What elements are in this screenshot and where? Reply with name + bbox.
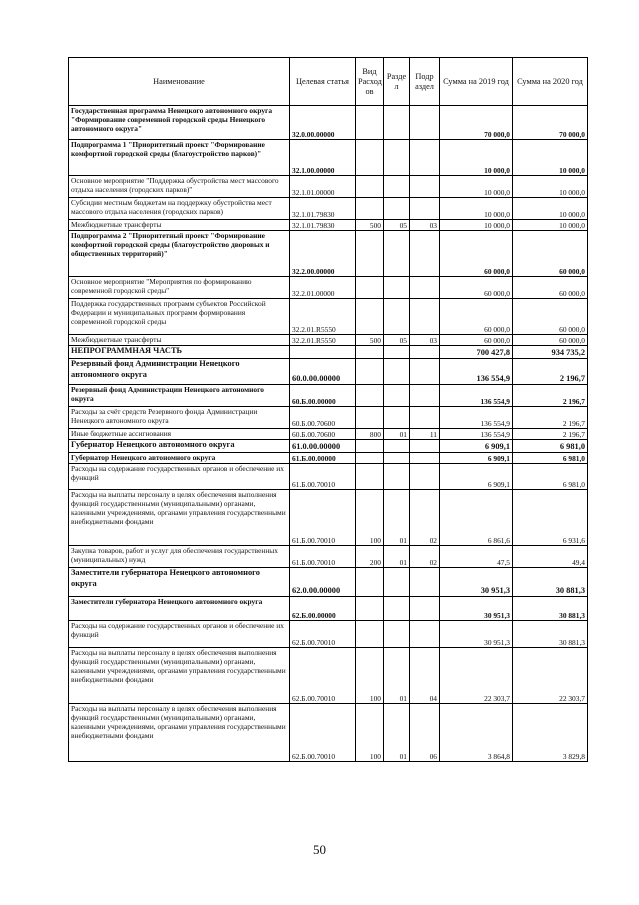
row-target-article: 32.0.00.00000: [290, 106, 356, 140]
row-name: Расходы за счёт средств Резервного фонда Администрации Ненецкого автономного округа: [69, 407, 290, 429]
row-sum-2019: 22 303,7: [440, 648, 513, 704]
row-subsection: [410, 385, 440, 407]
row-subsection: 04: [410, 648, 440, 704]
row-name: Расходы на содержание государственных органов и обеспечение их функций: [69, 464, 290, 490]
row-sum-2020: 10 000,0: [513, 140, 588, 176]
row-target-article: 62.Б.00.70010: [290, 704, 356, 762]
row-target-article: 32.1.01.79830: [290, 198, 356, 220]
row-expense-type: 500: [356, 220, 384, 231]
header-sum-2019: Сумма на 2019 год: [440, 58, 513, 106]
row-subsection: 03: [410, 220, 440, 231]
row-expense-type: [356, 106, 384, 140]
table-row: [69, 220, 588, 231]
row-subsection: [410, 621, 440, 648]
row-expense-type: [356, 440, 384, 453]
table-row: [69, 198, 588, 220]
row-section: 05: [384, 335, 410, 346]
row-sum-2019: 10 000,0: [440, 220, 513, 231]
row-name: Подпрограмма 1 "Приоритетный проект "Формирование комфортной городской среды (благоустройство парков)": [69, 140, 290, 176]
row-section: 01: [384, 704, 410, 762]
row-subsection: [410, 106, 440, 140]
row-section: [384, 385, 410, 407]
row-sum-2019: 136 554,9: [440, 385, 513, 407]
row-expense-type: [356, 597, 384, 621]
row-name: Расходы на содержание государственных органов и обеспечение их функций: [69, 621, 290, 648]
row-sum-2019: 60 000,0: [440, 231, 513, 277]
row-name: Расходы на выплаты персоналу в целях обеспечения выполнения функций государственными (муниципальными) органами, казенными учреждениями, органами управления государственными внебюджетными фондами: [69, 490, 290, 546]
row-target-article: 61.0.00.00000: [290, 440, 356, 453]
table-row: [69, 176, 588, 198]
row-target-article: 62.Б.00.70010: [290, 648, 356, 704]
row-sum-2019: 3 864,8: [440, 704, 513, 762]
table-row: [69, 407, 588, 429]
table-header-row: [69, 58, 588, 106]
row-section: [384, 568, 410, 597]
row-expense-type: 100: [356, 490, 384, 546]
row-sum-2019: 60 000,0: [440, 299, 513, 335]
row-expense-type: [356, 277, 384, 299]
table-row: [69, 106, 588, 140]
row-sum-2020: 2 196,7: [513, 429, 588, 440]
row-section: [384, 597, 410, 621]
row-sum-2020: 6 931,6: [513, 490, 588, 546]
row-section: [384, 277, 410, 299]
row-name: Подпрограмма 2 "Приоритетный проект "Формирование комфортной городской среды (благоустройство дворовых и общественных территорий)": [69, 231, 290, 277]
row-sum-2020: 30 881,3: [513, 597, 588, 621]
table-row: [69, 429, 588, 440]
row-sum-2019: 47,5: [440, 546, 513, 568]
row-subsection: 03: [410, 335, 440, 346]
row-target-article: 62.Б.00.00000: [290, 597, 356, 621]
row-name: Резервный фонд Администрации Ненецкого автономного округа: [69, 359, 290, 385]
row-subsection: [410, 597, 440, 621]
table-row: [69, 140, 588, 176]
row-section: [384, 440, 410, 453]
row-subsection: 06: [410, 704, 440, 762]
row-target-article: 61.Б.00.00000: [290, 453, 356, 464]
row-subsection: [410, 346, 440, 359]
row-section: [384, 346, 410, 359]
row-sum-2019: 30 951,3: [440, 568, 513, 597]
row-target-article: 32.2.01.00000: [290, 277, 356, 299]
row-sum-2020: 10 000,0: [513, 198, 588, 220]
row-sum-2020: 2 196,7: [513, 385, 588, 407]
row-section: [384, 140, 410, 176]
table-row: [69, 359, 588, 385]
row-name: Поддержка государственных программ субъектов Российской Федерации и муниципальных программ формирования современной городской среды: [69, 299, 290, 335]
row-name: Заместители губернатора Ненецкого автономного округа: [69, 568, 290, 597]
row-sum-2020: 6 981,0: [513, 440, 588, 453]
row-expense-type: [356, 176, 384, 198]
table-row: [69, 568, 588, 597]
table-row: [69, 335, 588, 346]
row-subsection: [410, 140, 440, 176]
row-expense-type: [356, 621, 384, 648]
budget-document: [68, 57, 587, 762]
row-sum-2020: 6 981,0: [513, 464, 588, 490]
row-target-article: 62.Б.00.70010: [290, 621, 356, 648]
header-section: Разде л: [384, 58, 410, 106]
row-expense-type: 100: [356, 704, 384, 762]
row-expense-type: [356, 568, 384, 597]
row-target-article: 60.0.00.00000: [290, 359, 356, 385]
row-subsection: [410, 299, 440, 335]
row-sum-2019: 30 951,3: [440, 621, 513, 648]
row-target-article: 60.Б.00.00000: [290, 385, 356, 407]
row-subsection: [410, 453, 440, 464]
row-sum-2020: 934 735,2: [513, 346, 588, 359]
row-sum-2019: 60 000,0: [440, 277, 513, 299]
row-name: Основное мероприятие "Поддержка обустройства мест массового отдыха населения (городских парков)": [69, 176, 290, 198]
table-body: [69, 106, 588, 762]
row-sum-2020: 70 000,0: [513, 106, 588, 140]
header-expense-type: Вид Расход ов: [356, 58, 384, 106]
table-row: [69, 346, 588, 359]
row-sum-2020: 30 881,3: [513, 621, 588, 648]
table-row: [69, 464, 588, 490]
row-sum-2020: 6 981,0: [513, 453, 588, 464]
row-name: Резервный фонд Администрации Ненецкого автономного округа: [69, 385, 290, 407]
row-target-article: 61.Б.00.70010: [290, 490, 356, 546]
budget-table: [68, 57, 588, 762]
row-target-article: 61.Б.00.70010: [290, 546, 356, 568]
header-sum-2020: Сумма на 2020 год: [513, 58, 588, 106]
row-section: 01: [384, 546, 410, 568]
row-sum-2019: 6 909,1: [440, 453, 513, 464]
row-name: Межбюджетные трансферты: [69, 220, 290, 231]
row-expense-type: [356, 385, 384, 407]
row-expense-type: [356, 407, 384, 429]
row-target-article: 32.2.01.R5550: [290, 335, 356, 346]
row-subsection: [410, 231, 440, 277]
table-row: [69, 453, 588, 464]
row-subsection: [410, 359, 440, 385]
row-target-article: 32.1.00.00000: [290, 140, 356, 176]
table-row: [69, 621, 588, 648]
row-subsection: 02: [410, 490, 440, 546]
row-sum-2020: 3 829,8: [513, 704, 588, 762]
row-name: Расходы на выплаты персоналу в целях обеспечения выполнения функций государственными (муниципальными) органами, казенными учреждениями, органами управления государственными внебюджетными фондами: [69, 648, 290, 704]
table-row: [69, 546, 588, 568]
row-expense-type: 500: [356, 335, 384, 346]
row-sum-2019: 6 909,1: [440, 464, 513, 490]
row-name: Субсидии местным бюджетам на поддержку обустройства мест массового отдыха населения (городских парков): [69, 198, 290, 220]
table-row: [69, 385, 588, 407]
row-name: Закупка товаров, работ и услуг для обеспечения государственных (муниципальных) нужд: [69, 546, 290, 568]
table-row: [69, 299, 588, 335]
row-expense-type: [356, 359, 384, 385]
row-expense-type: [356, 231, 384, 277]
row-expense-type: 200: [356, 546, 384, 568]
row-sum-2020: 60 000,0: [513, 231, 588, 277]
row-name: Заместители губернатора Ненецкого автономного округа: [69, 597, 290, 621]
row-subsection: [410, 464, 440, 490]
row-expense-type: [356, 198, 384, 220]
row-sum-2020: 2 196,7: [513, 407, 588, 429]
row-sum-2019: 700 427,8: [440, 346, 513, 359]
row-expense-type: 800: [356, 429, 384, 440]
row-sum-2019: 10 000,0: [440, 140, 513, 176]
row-name: Основное мероприятие "Мероприятия по формированию современной городской среды": [69, 277, 290, 299]
row-sum-2019: 60 000,0: [440, 335, 513, 346]
row-expense-type: [356, 346, 384, 359]
row-section: [384, 299, 410, 335]
table-row: [69, 648, 588, 704]
row-subsection: 11: [410, 429, 440, 440]
row-sum-2020: 49,4: [513, 546, 588, 568]
row-subsection: [410, 277, 440, 299]
row-sum-2020: 10 000,0: [513, 176, 588, 198]
row-sum-2019: 70 000,0: [440, 106, 513, 140]
row-sum-2020: 22 303,7: [513, 648, 588, 704]
table-row: [69, 597, 588, 621]
row-expense-type: [356, 140, 384, 176]
table-row: [69, 440, 588, 453]
row-sum-2019: 10 000,0: [440, 198, 513, 220]
row-name: Расходы на выплаты персоналу в целях обеспечения выполнения функций государственными (муниципальными) органами, казенными учреждениями, органами управления государственными внебюджетными фондами: [69, 704, 290, 762]
header-target-article: Целевая статья: [290, 58, 356, 106]
row-name: Губернатор Ненецкого автономного округа: [69, 453, 290, 464]
row-sum-2019: 6 909,1: [440, 440, 513, 453]
row-subsection: [410, 568, 440, 597]
header-subsection: Подр аздел: [410, 58, 440, 106]
row-section: [384, 198, 410, 220]
row-sum-2019: 136 554,9: [440, 407, 513, 429]
row-section: [384, 407, 410, 429]
page-number: 50: [313, 842, 326, 857]
row-section: [384, 464, 410, 490]
row-expense-type: [356, 299, 384, 335]
table-row: [69, 277, 588, 299]
row-sum-2020: 2 196,7: [513, 359, 588, 385]
row-expense-type: [356, 464, 384, 490]
row-name: Межбюджетные трансферты: [69, 335, 290, 346]
row-sum-2020: 60 000,0: [513, 299, 588, 335]
row-expense-type: 100: [356, 648, 384, 704]
row-sum-2020: 10 000,0: [513, 220, 588, 231]
row-sum-2019: 136 554,9: [440, 359, 513, 385]
row-section: 05: [384, 220, 410, 231]
row-section: [384, 621, 410, 648]
row-target-article: 32.2.01.R5550: [290, 299, 356, 335]
row-sum-2019: 30 951,3: [440, 597, 513, 621]
row-target-article: 60.Б.00.70600: [290, 429, 356, 440]
row-name: НЕПРОГРАММНАЯ ЧАСТЬ: [69, 346, 290, 359]
row-name: Государственная программа Ненецкого автономного округа "Формирование современной городской среды Ненецкого автономного округа": [69, 106, 290, 140]
row-target-article: 60.Б.00.70600: [290, 407, 356, 429]
row-target-article: 61.Б.00.70010: [290, 464, 356, 490]
row-target-article: 62.0.00.00000: [290, 568, 356, 597]
header-name: Наименование: [69, 58, 290, 106]
row-section: 01: [384, 429, 410, 440]
row-target-article: [290, 346, 356, 359]
row-sum-2019: 6 861,6: [440, 490, 513, 546]
row-sum-2020: 60 000,0: [513, 277, 588, 299]
row-sum-2019: 10 000,0: [440, 176, 513, 198]
row-section: [384, 359, 410, 385]
row-name: Иные бюджетные ассигнования: [69, 429, 290, 440]
row-subsection: [410, 176, 440, 198]
row-expense-type: [356, 453, 384, 464]
row-target-article: 32.1.01.79830: [290, 220, 356, 231]
row-sum-2019: 136 554,9: [440, 429, 513, 440]
row-section: 01: [384, 648, 410, 704]
row-section: [384, 453, 410, 464]
row-section: [384, 176, 410, 198]
row-subsection: [410, 440, 440, 453]
row-subsection: [410, 198, 440, 220]
row-section: 01: [384, 490, 410, 546]
table-row: [69, 231, 588, 277]
row-name: Губернатор Ненецкого автономного округа: [69, 440, 290, 453]
row-section: [384, 231, 410, 277]
row-target-article: 32.2.00.00000: [290, 231, 356, 277]
row-section: [384, 106, 410, 140]
row-target-article: 32.1.01.00000: [290, 176, 356, 198]
row-subsection: [410, 407, 440, 429]
table-row: [69, 704, 588, 762]
row-sum-2020: 60 000,0: [513, 335, 588, 346]
table-row: [69, 490, 588, 546]
row-sum-2020: 30 881,3: [513, 568, 588, 597]
row-subsection: 02: [410, 546, 440, 568]
